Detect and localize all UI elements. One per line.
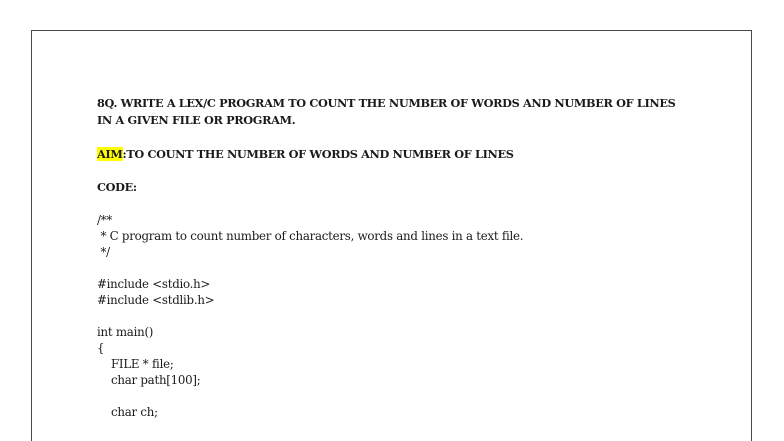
document-page	[31, 30, 752, 441]
code-label: CODE:	[97, 180, 137, 194]
code-line: */	[97, 245, 110, 259]
aim-heading	[97, 146, 717, 163]
question-title-line-2: IN A GIVEN FILE OR PROGRAM.	[97, 113, 296, 127]
code-line: /**	[97, 213, 113, 227]
question-title-line-1: 8Q. WRITE A LEX/C PROGRAM TO COUNT THE NUMBER OF WORDS AND NUMBER OF LINES	[97, 96, 676, 110]
aim-label: AIM	[97, 147, 123, 161]
code-line: FILE * file;	[97, 357, 174, 371]
code-line: int main()	[97, 325, 154, 339]
code-line: #include <stdlib.h>	[97, 293, 215, 307]
code-blank-line	[97, 308, 717, 324]
aim-text: :TO COUNT THE NUMBER OF WORDS AND NUMBER OF LINES	[122, 147, 514, 161]
code-line: * C program to count number of characters, words and lines in a text file.	[97, 229, 524, 243]
code-blank-line	[97, 388, 717, 404]
code-line: {	[97, 341, 105, 355]
code-line: char ch;	[97, 405, 158, 419]
code-line: #include <stdio.h>	[97, 277, 211, 291]
code-line: char path[100];	[97, 373, 201, 387]
document-content	[97, 95, 717, 420]
code-blank-line	[97, 260, 717, 276]
